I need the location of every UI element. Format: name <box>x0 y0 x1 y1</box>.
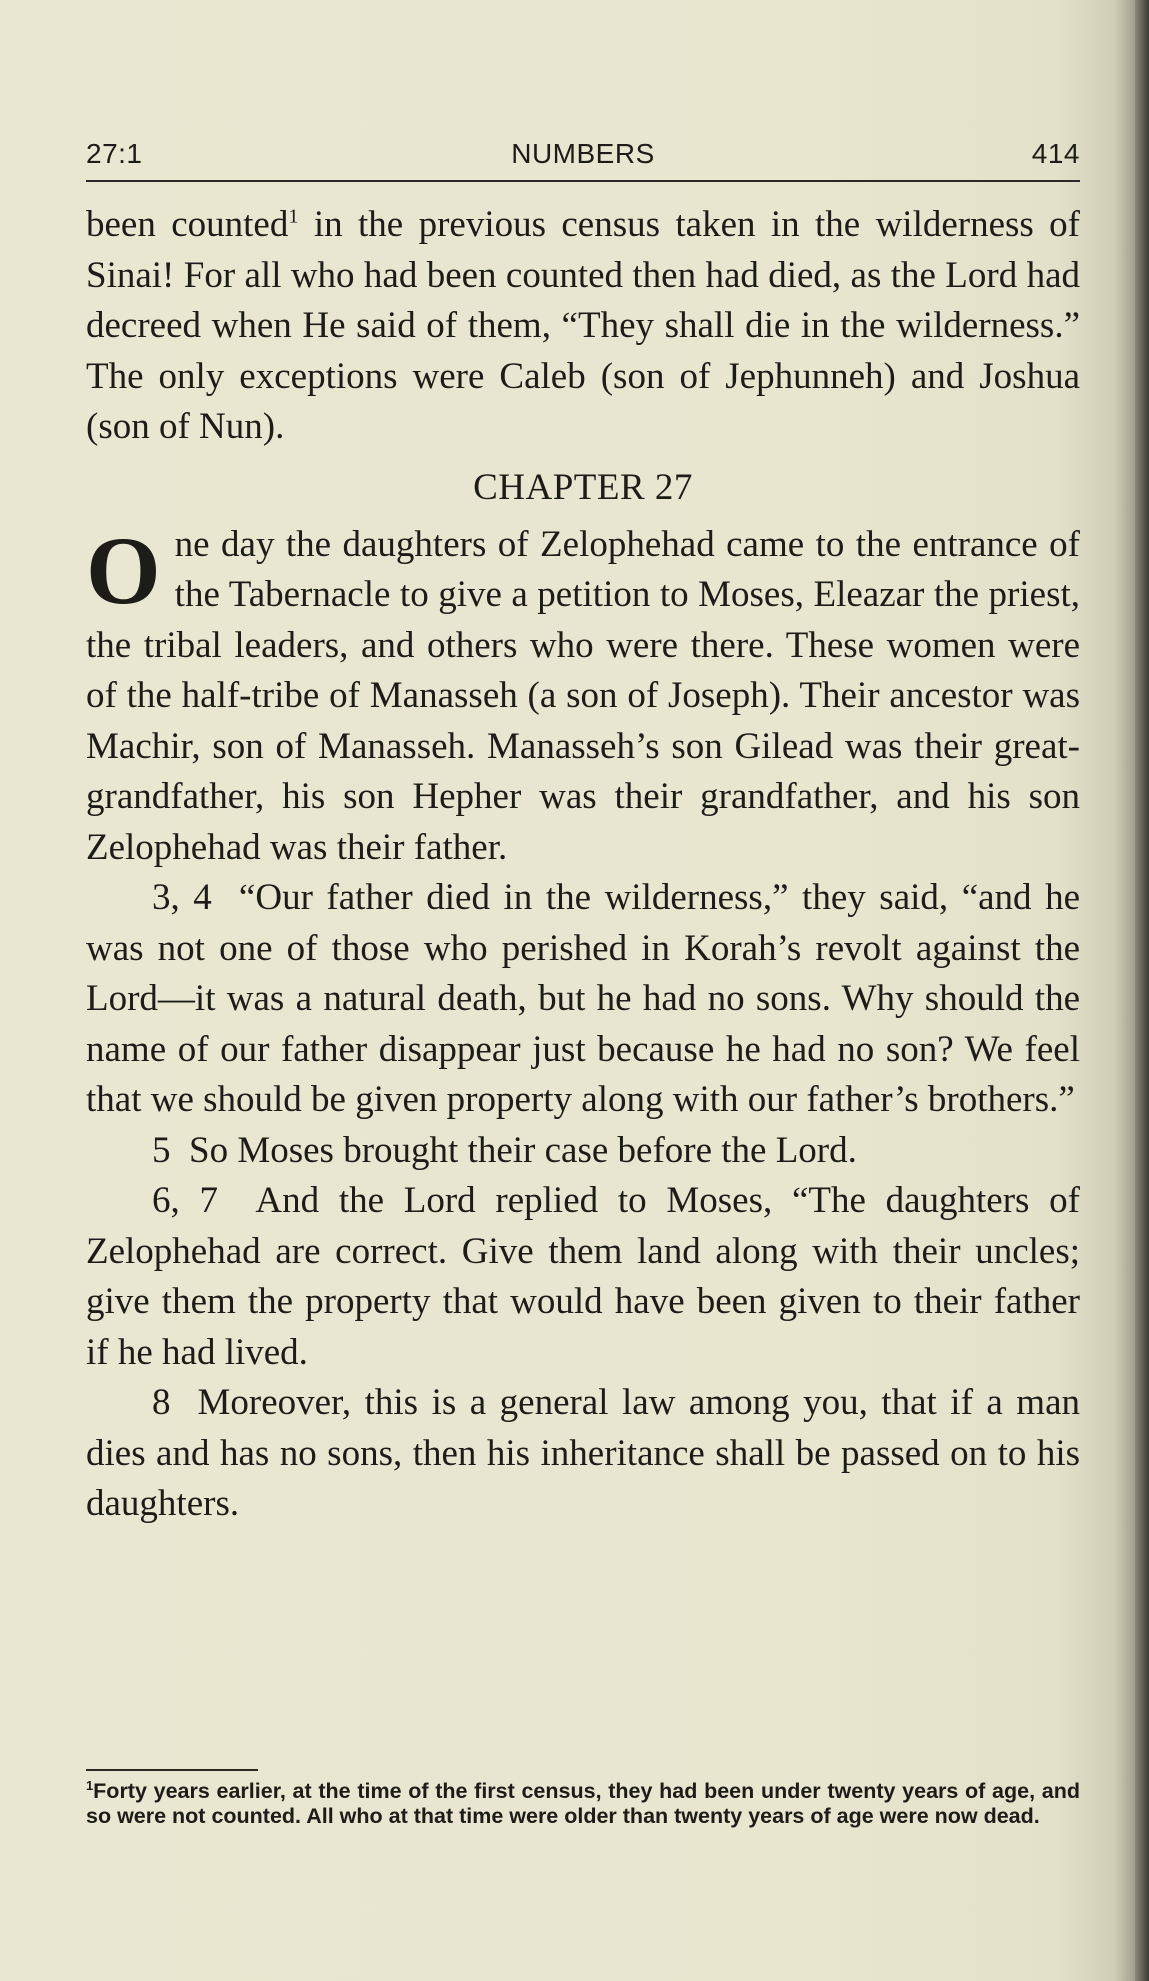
header-chapter-verse: 27:1 <box>86 138 143 169</box>
carryover-text-start: been counted <box>86 204 289 245</box>
carryover-text-end: in the previous census taken in the wilderness of Sinai! For all who had been counted then had died, as the Lord had decreed when He said of them, “They shall die in the wilderness.” The only exceptions were Caleb (son of Jephunneh) and Joshua (son of Nun). <box>86 204 1080 447</box>
verse-paragraph <box>86 1126 1080 1177</box>
verse-number: 3, 4 <box>152 877 212 918</box>
header-book-title: NUMBERS <box>511 138 655 169</box>
verse-paragraph <box>86 1176 1080 1378</box>
carryover-paragraph <box>86 200 1080 453</box>
footnote-divider <box>86 1769 258 1771</box>
verse-paragraph <box>86 1378 1080 1530</box>
verse-number: 5 <box>152 1129 171 1171</box>
footnote-reference: 1 <box>288 205 299 228</box>
verse-paragraph <box>86 873 1080 1126</box>
book-spine-shadow <box>1135 0 1149 1981</box>
running-header <box>86 138 1080 182</box>
footnote-marker: 1 <box>86 1777 94 1793</box>
opening-text: ne day the daughters of Zelophehad came to the entrance of the Tabernacle to give a petition to Moses, Eleazar the priest, the tribal leaders, and others who were there. These women were of the half-tribe of Manasseh (a son of Joseph). Their ancestor was Machir, son of Manasseh. Manasseh’s son Gilead was their great-grandfather, his son Hepher was their grandfather, and his son Zelophehad was their father. <box>86 523 1080 868</box>
drop-cap: O <box>86 516 161 624</box>
page-body <box>86 200 1080 1530</box>
chapter-heading: CHAPTER 27 <box>473 466 693 508</box>
footnote-text: Forty years earlier, at the time of the first census, they had been under twenty years of age, and so were not counted. All who at that time were older than twenty years of age were now dead. <box>86 1779 1080 1828</box>
verse-text: Moreover, this is a general law among you, that if a man dies and has no sons, then his inheritance shall be passed on to his daughters. <box>86 1382 1081 1524</box>
verse-text: And the Lord replied to Moses, “The daughters of Zelophehad are correct. Give them land along with their uncles; give them the property that would have been given to their father if he had lived. <box>86 1180 1080 1373</box>
header-page-number: 414 <box>1031 138 1080 169</box>
verse-number: 8 <box>152 1382 171 1423</box>
verse-text: So Moses brought their case before the Lord. <box>189 1129 857 1171</box>
opening-paragraph <box>86 516 1080 874</box>
verse-text: “Our father died in the wilderness,” they said, “and he was not one of those who perished in Korah’s revolt against the Lord—it was a natural death, but he had no sons. Why should the name of our father disappear just because he had no son? We feel that we should be given property along with our father’s brothers.” <box>86 877 1081 1120</box>
footnote <box>86 1779 1080 1829</box>
verse-number: 6, 7 <box>152 1180 218 1221</box>
